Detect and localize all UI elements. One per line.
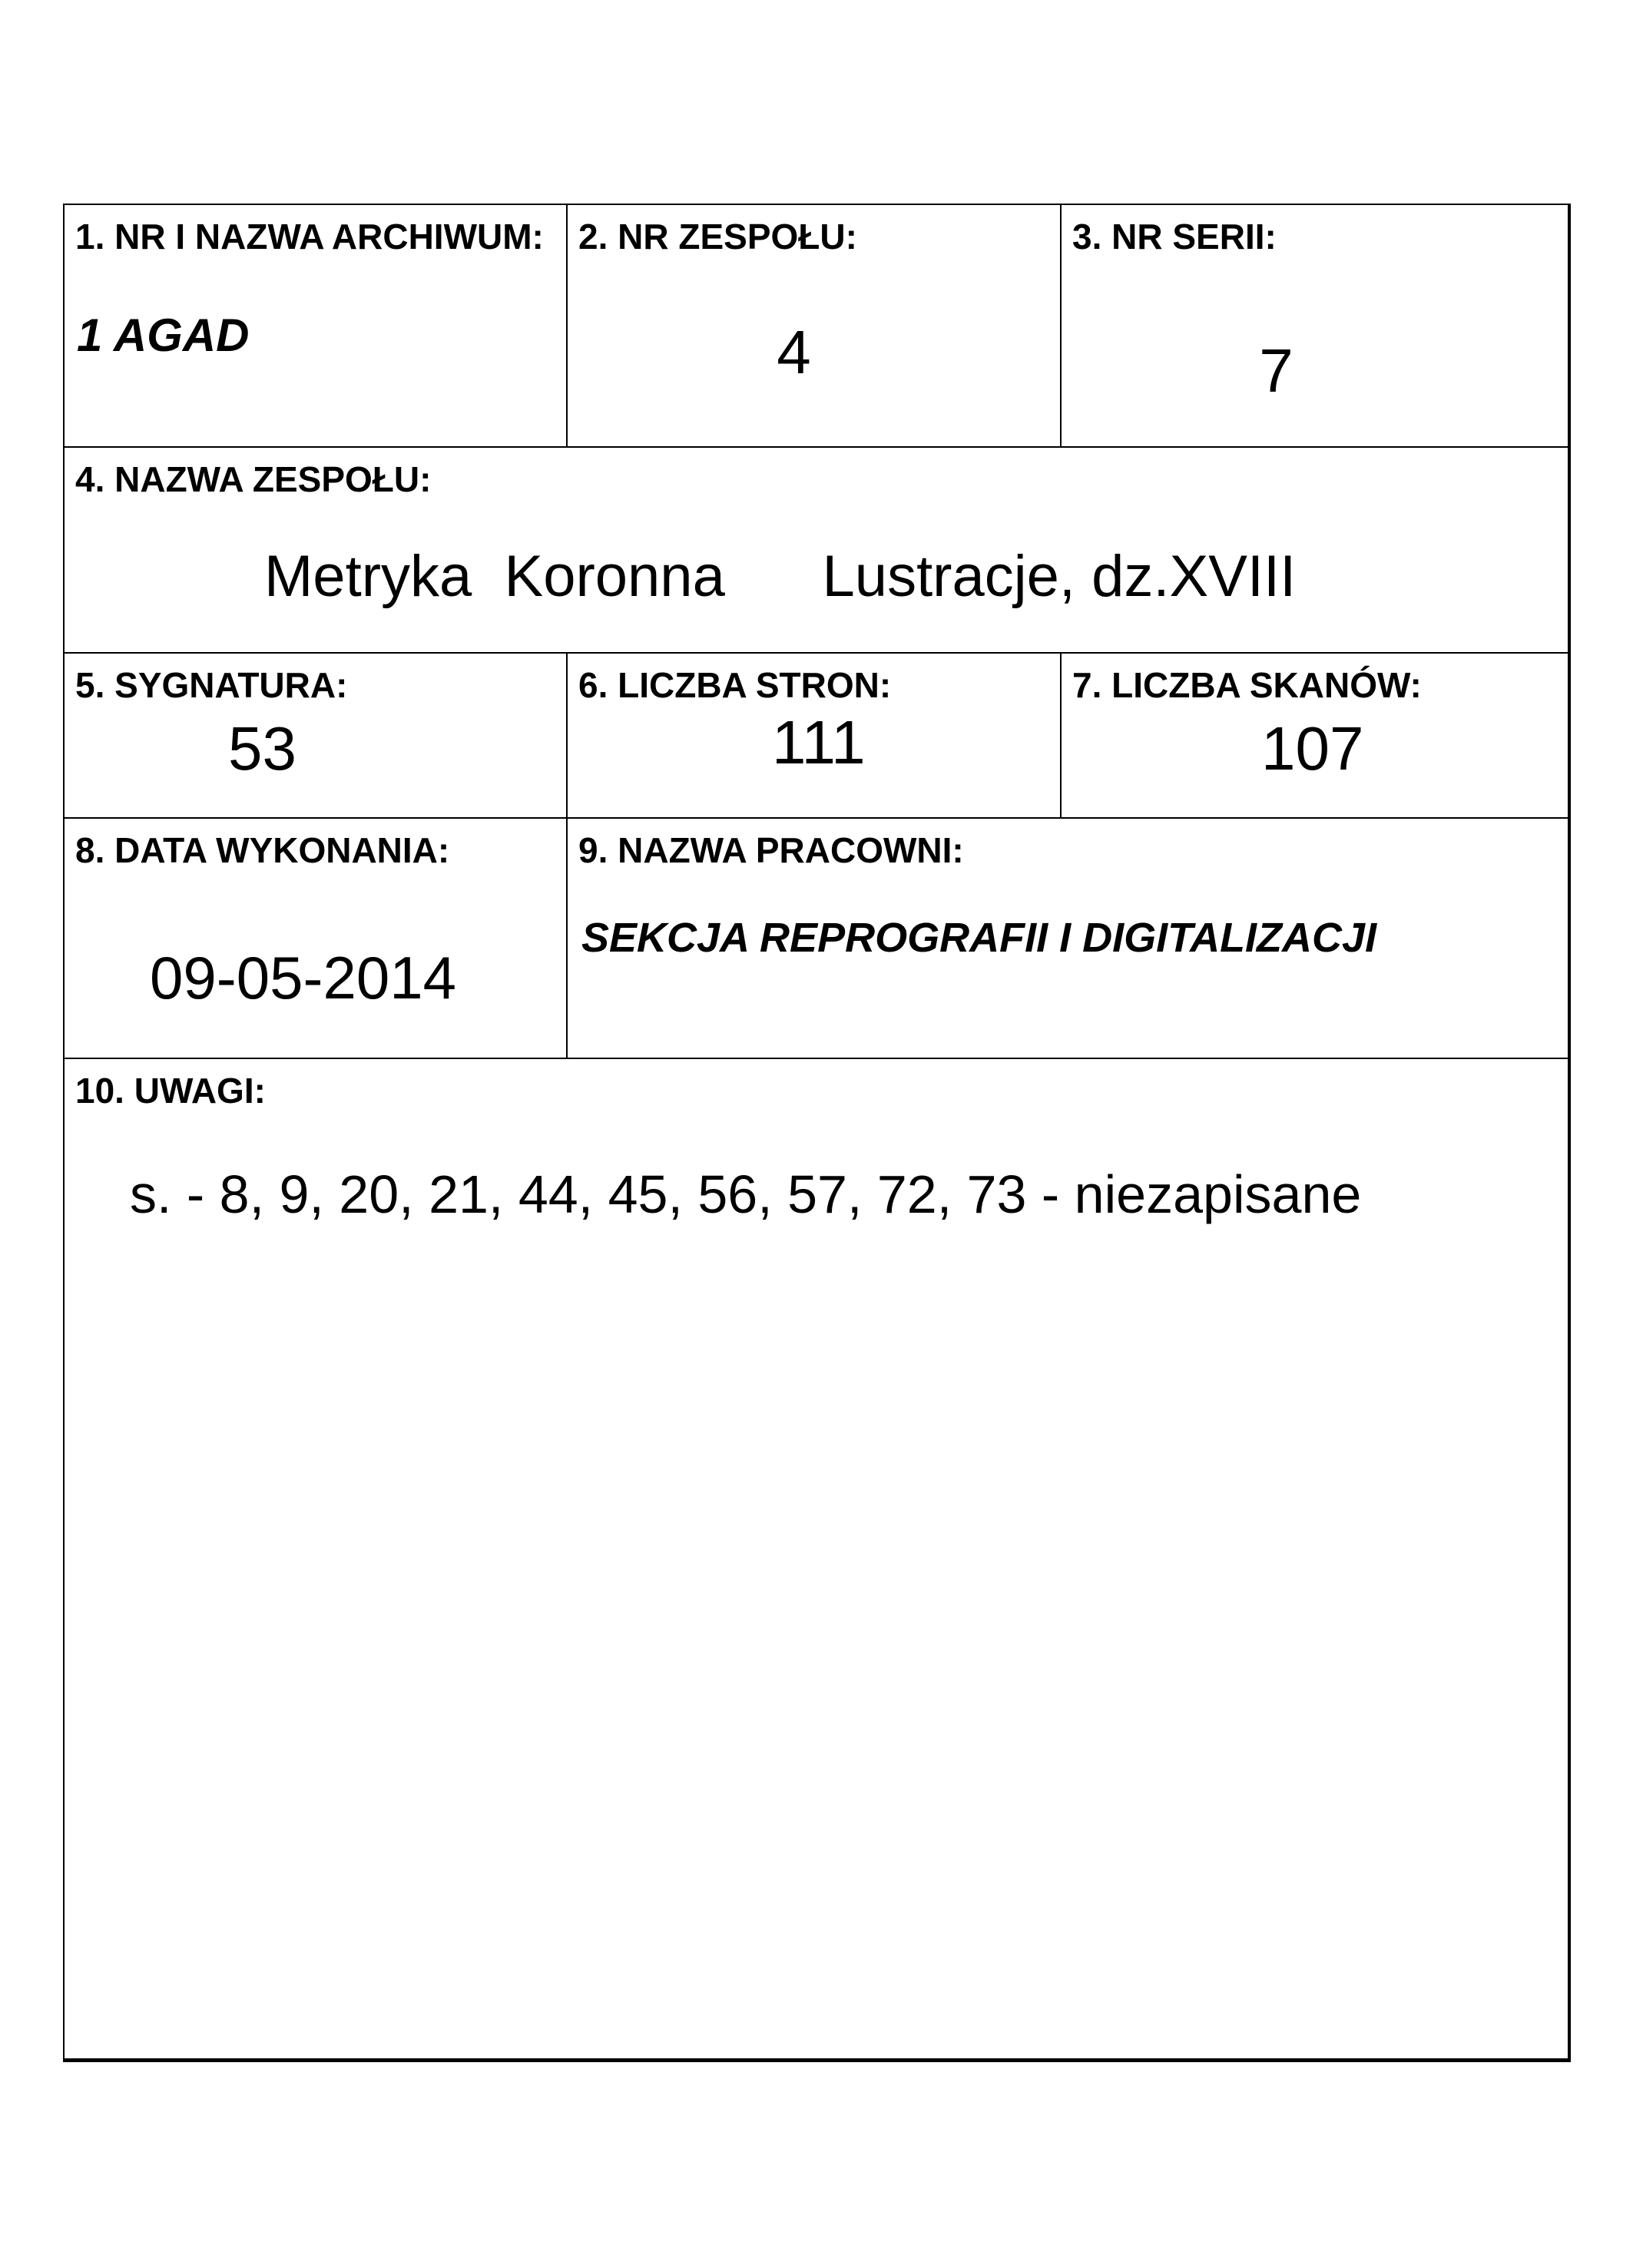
liczba-skanow-label: 7. LICZBA SKANÓW: (1072, 665, 1422, 705)
uwagi-value: s. - 8, 9, 20, 21, 44, 45, 56, 57, 72, 73 - niezapisane (130, 1164, 1362, 1224)
nazwa-zespolu-label: 4. NAZWA ZESPOŁU: (75, 459, 432, 499)
nazwa-pracowni-label: 9. NAZWA PRACOWNI: (578, 830, 964, 870)
liczba-skanow-value: 107 (1261, 714, 1364, 783)
nazwa-zespolu-value: Metryka Koronna Lustracje, dz.XVIII (264, 544, 1297, 609)
metadata-form-table (63, 204, 1571, 2062)
cell-nr-zespolu (568, 205, 1062, 448)
liczba-stron-value: 111 (772, 708, 866, 776)
liczba-stron-label: 6. LICZBA STRON: (578, 665, 892, 705)
archiwum-label: 1. NR I NAZWA ARCHIWUM: (75, 217, 544, 257)
nr-serii-label: 3. NR SERII: (1072, 217, 1277, 257)
nr-zespolu-value: 4 (777, 318, 811, 386)
cell-data-wykonania (65, 819, 568, 1059)
sygnatura-value: 53 (228, 714, 296, 783)
cell-liczba-stron (568, 654, 1062, 819)
archiwum-value: 1 AGAD (77, 310, 250, 361)
nazwa-pracowni-value: SEKCJA REPROGRAFII I DIGITALIZACJI (581, 915, 1377, 961)
cell-sygnatura (65, 654, 568, 819)
nr-serii-value: 7 (1259, 336, 1293, 405)
uwagi-label: 10. UWAGI: (75, 1071, 266, 1111)
cell-nazwa-zespolu (65, 448, 1568, 654)
cell-nazwa-pracowni (568, 819, 1568, 1059)
nr-zespolu-label: 2. NR ZESPOŁU: (578, 217, 857, 257)
cell-archiwum (65, 205, 568, 448)
data-wykonania-label: 8. DATA WYKONANIA: (75, 830, 450, 870)
cell-uwagi (65, 1059, 1568, 2058)
cell-liczba-skanow (1062, 654, 1568, 819)
sygnatura-label: 5. SYGNATURA: (75, 665, 348, 705)
data-wykonania-value: 09-05-2014 (150, 944, 456, 1011)
cell-nr-serii (1062, 205, 1568, 448)
